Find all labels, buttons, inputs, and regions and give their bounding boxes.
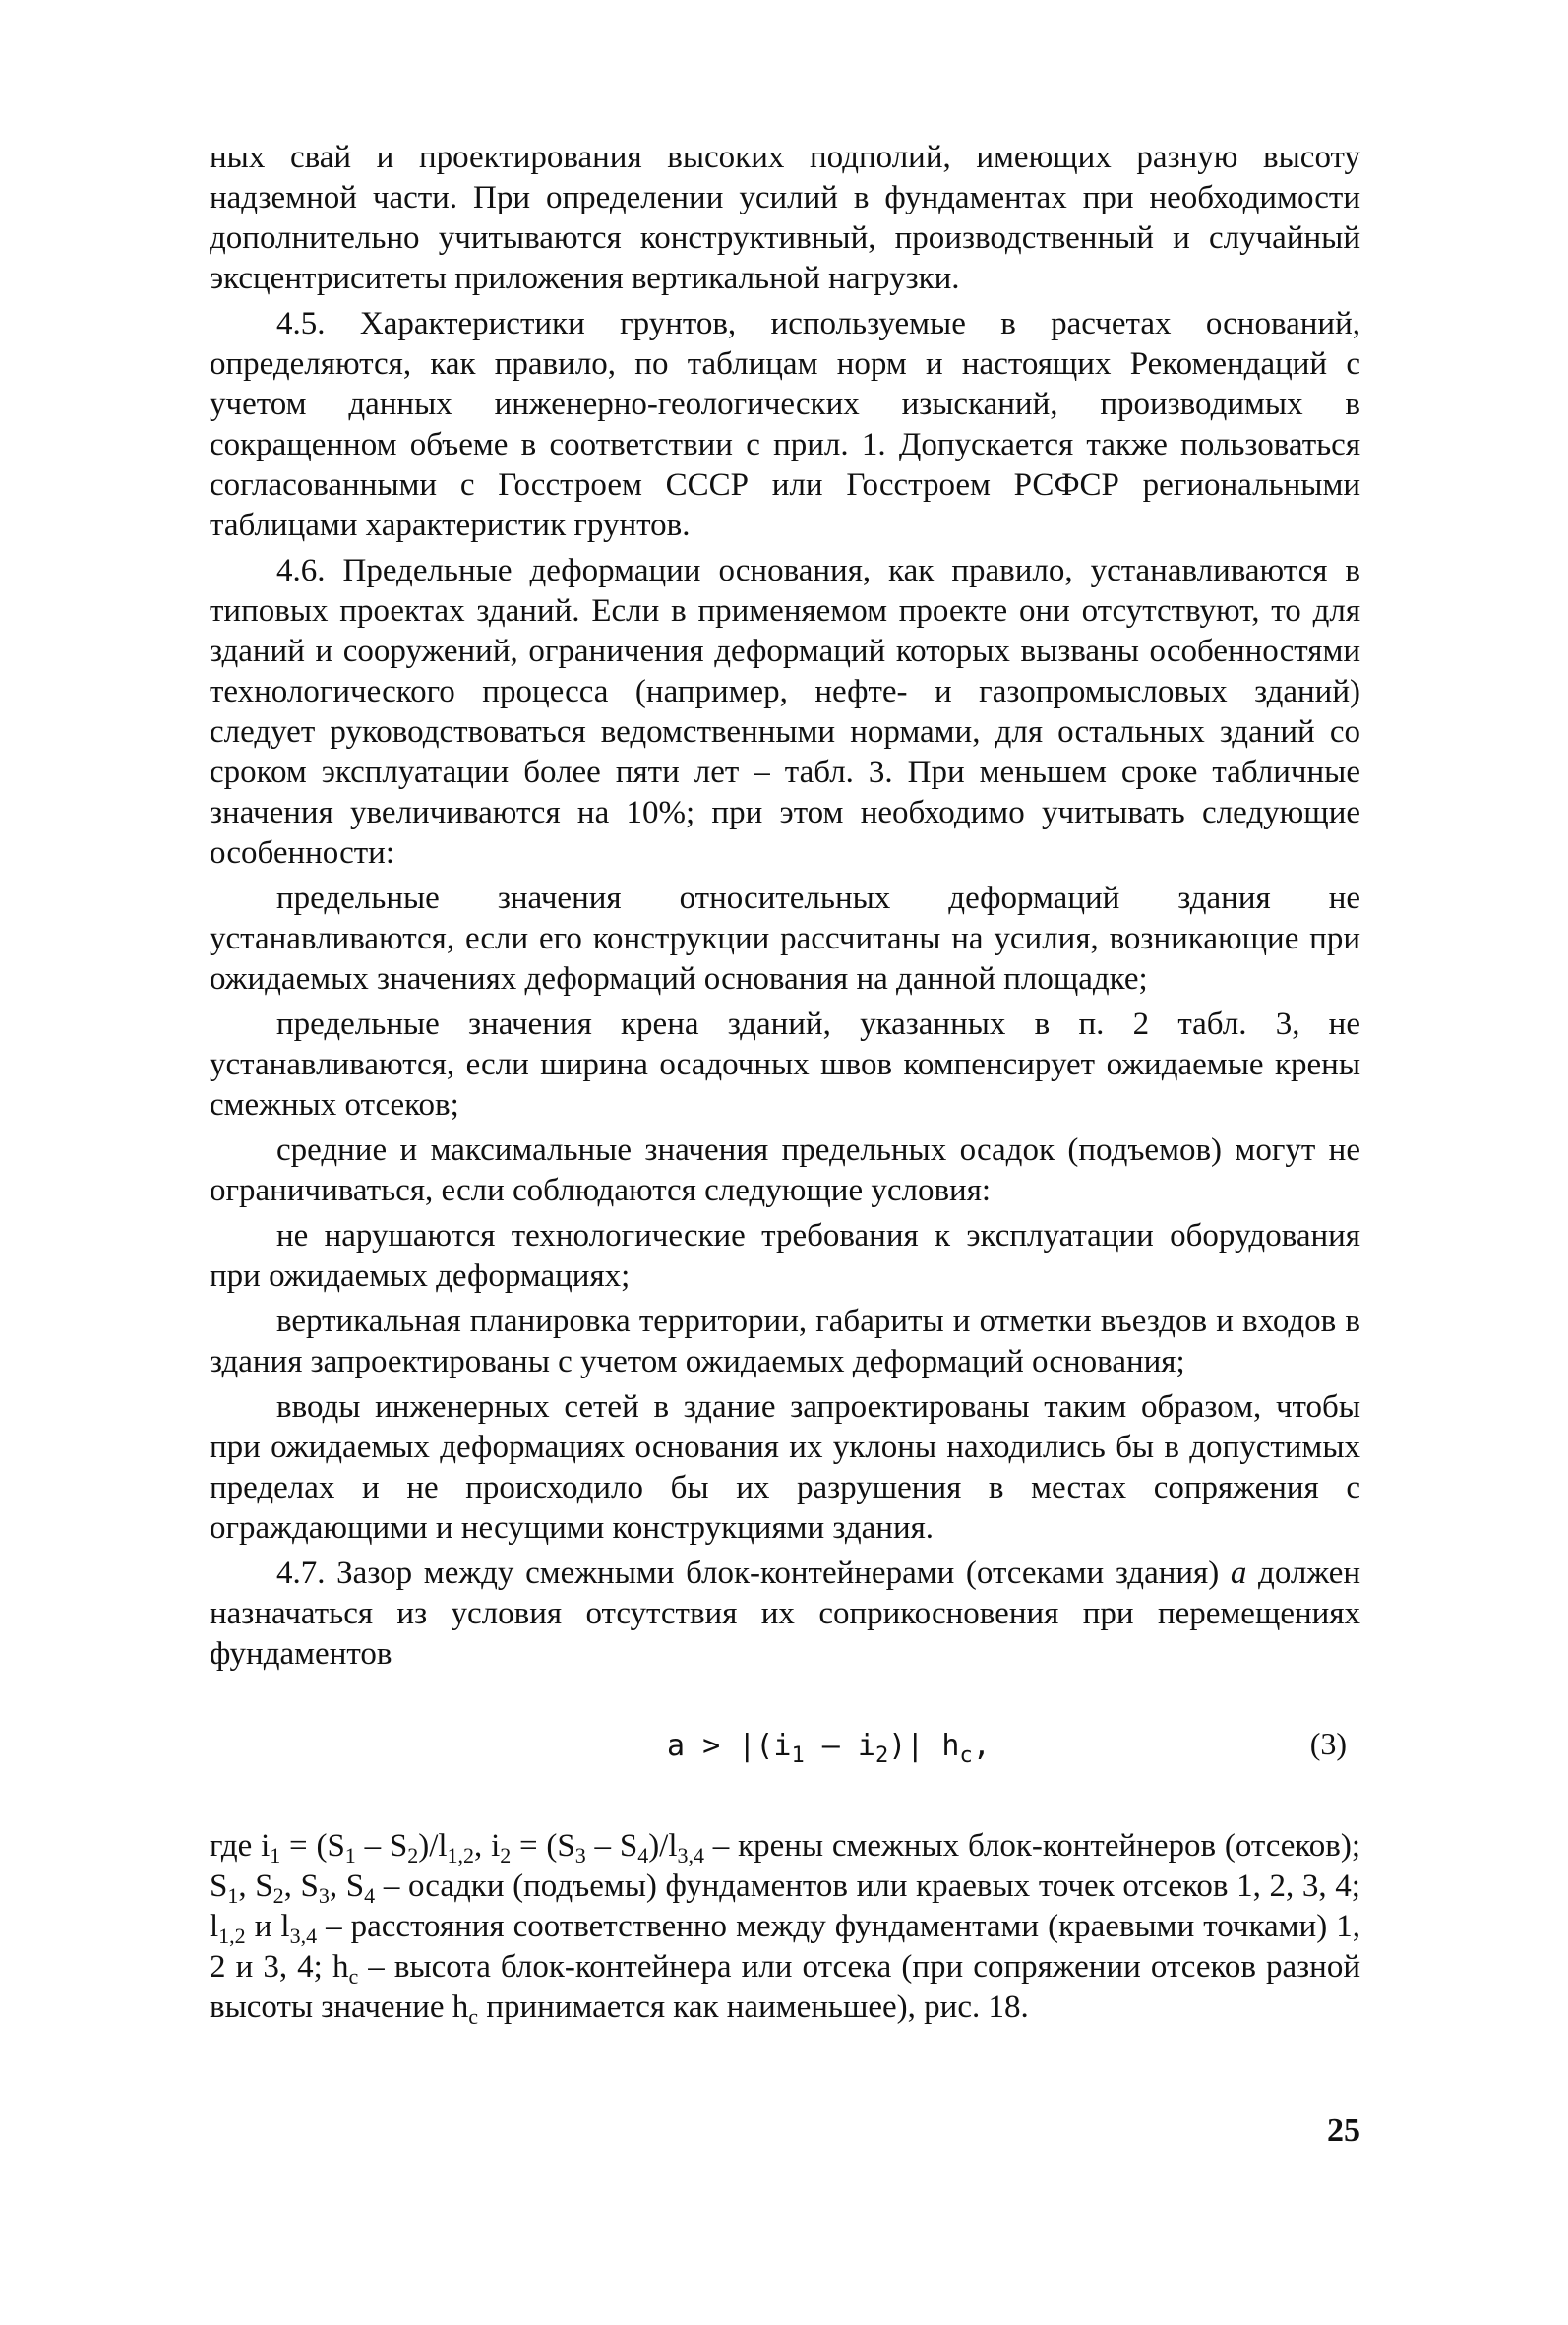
- p47-variable: a: [1230, 1556, 1247, 1591]
- paragraph-4-6: 4.6. Предельные деформации основания, как правило, устанавливаются в типовых проектах зданий. Если в применяемом проекте они отсутствуют, то для зданий и сооружений, ограничения деформаций которых вызваны особенностями технологического процесса (например, нефте- и газопромысловых зданий) следует руководствоваться ведомственными нормами, для остальных зданий со сроком эксплуатации более пяти лет – табл. 3. При меньшем сроке табличные значения увеличиваются на 10%; при этом необходимо учитывать следующие особенности:: [210, 553, 1360, 871]
- list-item-relative-deformations: предельные значения относительных деформаций здания не устанавливаются, если его конструкции рассчитаны на усилия, возникающие при ожидаемых значениях деформаций основания на данной площадке;: [210, 881, 1360, 997]
- list-item-settlements: средние и максимальные значения предельных осадок (подъемов) могут не ограничиваться, если соблюдаются следующие условия:: [210, 1132, 1360, 1208]
- formula-3: [210, 1718, 1360, 1773]
- list-item-tilt: предельные значения крена зданий, указанных в п. 2 табл. 3, не устанавливаются, если ширина осадочных швов компенсирует ожидаемые крены смежных отсеков;: [210, 1007, 1360, 1123]
- paragraph-4-5: 4.5. Характеристики грунтов, используемые в расчетах оснований, определяются, как правило, по таблицам норм и настоящих Рекомендаций с учетом данных инженерно-геологических изысканий, производимых в сокращенном объеме в соответствии с прил. 1. Допускается также пользоваться согласованными с Госстроем СССР или Госстроем РСФСР региональными таблицами характеристик грунтов.: [210, 306, 1360, 543]
- paragraph-continuation: ных свай и проектирования высоких подполий, имеющих разную высоту надземной части. При определении усилий в фундаментах при необходимости дополнительно учитываются конструктивный, производственный и случайный эксцентриситеты приложения вертикальной нагрузки.: [210, 140, 1360, 296]
- page-body: [210, 138, 1360, 2028]
- formula-expression: $a > |(i_1 - i_2)|$ $h_c$,: [667, 1729, 991, 1768]
- list-item-technology: не нарушаются технологические требования к эксплуатации оборудования при ожидаемых деформациях;: [210, 1218, 1360, 1294]
- list-item-planning: вертикальная планировка территории, габариты и отметки въездов и входов в здания запроектированы с учетом ожидаемых деформаций основания;: [210, 1304, 1360, 1379]
- p47-lead: 4.7. Зазор между смежными блок-контейнерами (отсеками здания): [276, 1556, 1220, 1591]
- where-paragraph: где $i_1 = (S_1 - S_2)/l_{1,2}$, $i_2 = (S_3 - S_4)/l_{3,4}$ – крены смежных блок-контейнеров (отсеков); $S_1$, $S_2$, $S_3$, $S_4$ – осадки (подъемы) фундаментов или краевых точек отсеков 1, 2, 3, 4; $l_{1,2}$ и $l_{3,4}$ – расстояния соответственно между фундаментами (краевыми точками) 1, 2 и 3, 4; $h_c$ – высота блок-контейнера или отсека (при сопряжении отсеков разной высоты значение $h_c$ принимается как наименьшее), рис. 18.: [210, 1828, 1361, 2029]
- paragraph-4-7: [210, 1554, 1360, 1675]
- list-item-utilities: вводы инженерных сетей в здание запроектированы таким образом, чтобы при ожидаемых деформациях основания их уклоны находились бы в допустимых пределах и не происходило бы их разрушения в местах сопряжения с ограждающими и несущими конструкциями здания.: [210, 1389, 1360, 1546]
- p47-rest: должен назначаться из условия отсутствия их соприкосновения при перемещениях фундаментов: [210, 1556, 1361, 1672]
- page-number: 25: [1327, 2112, 1360, 2149]
- formula-number: (3): [1309, 1726, 1347, 1761]
